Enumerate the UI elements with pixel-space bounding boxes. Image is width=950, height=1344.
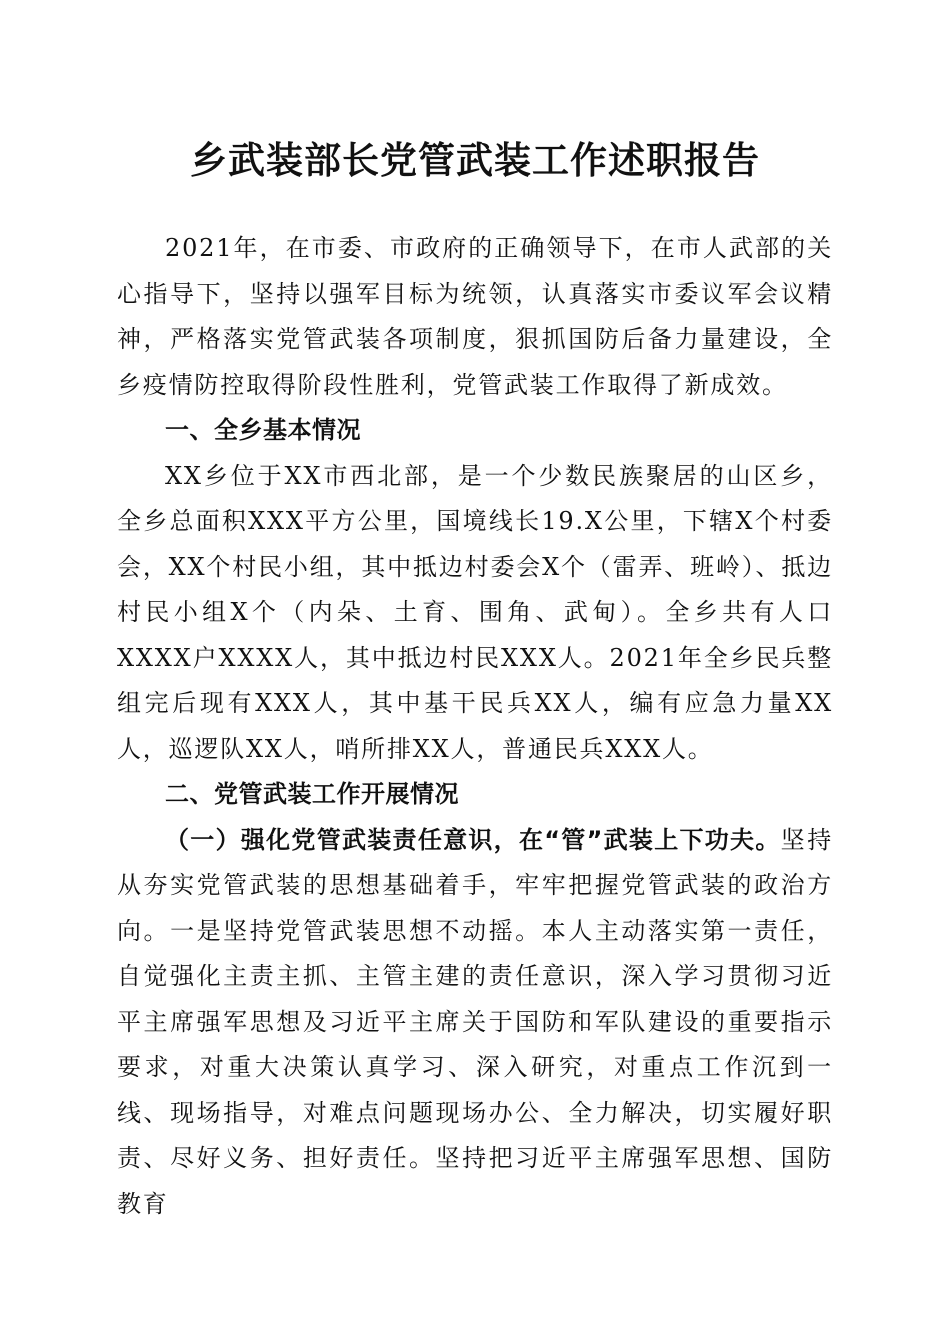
intro-paragraph: 2021年，在市委、市政府的正确领导下，在市人武部的关心指导下，坚持以强军目标为统领，认真落实市委议军会议精神，严格落实党管武装各项制度，狠抓国防后备力量建设，全乡疫情防控取得阶段性胜利，党管武装工作取得了新成效。: [117, 234, 833, 399]
subsection-1-heading: （一）强化党管武装责任意识，在“管”武装上下功夫。: [165, 825, 781, 854]
section-1-paragraph: XX乡位于XX市西北部，是一个少数民族聚居的山区乡，全乡总面积XXX平方公里，国境线长19.X公里，下辖X个村委会，XX个村民小组，其中抵边村委会X个（雷弄、班岭）、抵边村民小组X个（内朵、土育、围角、武甸）。全乡共有人口XXXX户XXXX人，其中抵边村民XXX人。2021年全乡民兵整组完后现有XXX人，其中基干民兵XX人，编有应急力量XX人，巡逻队XX人，哨所排XX人，普通民兵XXX人。: [117, 461, 833, 763]
document-body: [117, 226, 833, 1227]
subsection-1-text: 坚持从夯实党管武装的思想基础着手，牢牢把握党管武装的政治方向。一是坚持党管武装思想不动摇。本人主动落实第一责任，自觉强化主责主抓、主管主建的责任意识，深入学习贯彻习近平主席强军思想及习近平主席关于国防和军队建设的重要指示要求，对重大决策认真学习、深入研究，对重点工作沉到一线、现场指导，对难点问题现场办公、全力解决，切实履好职责、尽好义务、担好责任。坚持把习近平主席强军思想、国防教育: [117, 825, 833, 1218]
section-1-heading: 一、全乡基本情况: [165, 416, 361, 444]
section-2-subsection-1-paragraph: [117, 818, 833, 1228]
document-title: 乡武装部长党管武装工作述职报告: [190, 138, 760, 182]
section-2-heading: 二、党管武装工作开展情况: [165, 780, 459, 808]
